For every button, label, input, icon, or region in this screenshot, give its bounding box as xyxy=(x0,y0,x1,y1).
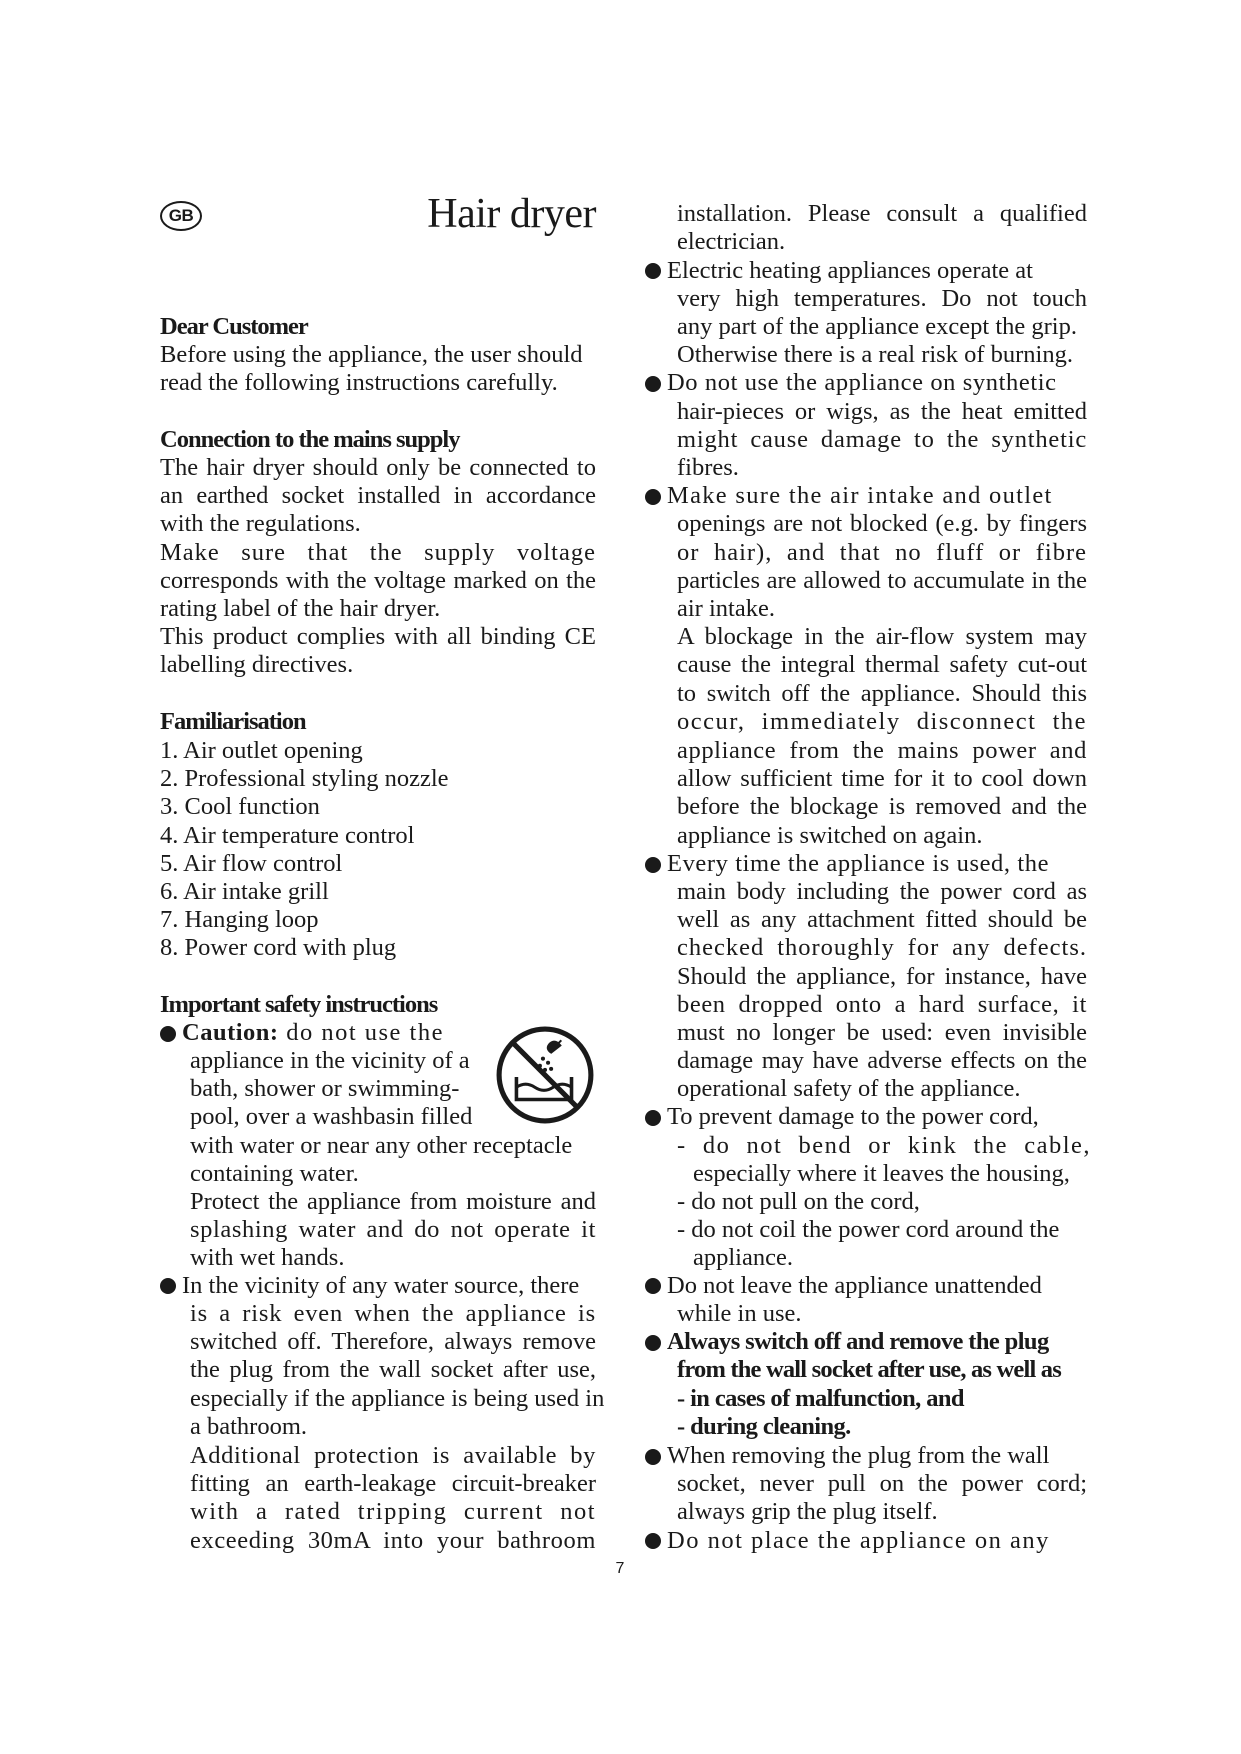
continued-line: installation. Please consult a qualified xyxy=(677,200,1087,227)
bullet-icon xyxy=(645,1533,661,1549)
safety-heading: Important safety instructions xyxy=(160,991,438,1018)
heating-line: very high temperatures. Do not touch xyxy=(677,285,1087,312)
caution-line: containing water. xyxy=(190,1160,359,1187)
heating-line: Otherwise there is a real risk of burning. xyxy=(677,341,1073,368)
airflow-line: appliance is switched on again. xyxy=(677,822,983,849)
caution-line: splashing water and do not operate it xyxy=(190,1216,596,1243)
caution-line: bath, shower or swimming- xyxy=(190,1075,460,1102)
unattended-line: while in use. xyxy=(677,1300,802,1327)
unplug-line: Always switch off and remove the plug xyxy=(667,1328,1049,1355)
connection-line: labelling directives. xyxy=(160,651,354,678)
inspection-line: well as any attachment fitted should be xyxy=(677,906,1087,933)
removing-line: When removing the plug from the wall xyxy=(667,1442,1050,1469)
bullet-icon xyxy=(160,1026,176,1042)
cord-line: - do not coil the power cord around the xyxy=(677,1216,1060,1243)
airflow-line: before the blockage is removed and the xyxy=(677,793,1087,820)
caution-line: with wet hands. xyxy=(190,1244,345,1271)
airflow-line: particles are allowed to accumulate in the xyxy=(677,567,1087,594)
caution-line: with water or near any other receptacle xyxy=(190,1132,573,1159)
airflow-line: air intake. xyxy=(677,595,775,622)
intro-line: read the following instructions carefully. xyxy=(160,369,558,396)
synthetic-line: fibres. xyxy=(677,454,739,481)
unplug-line: - in cases of malfunction, and xyxy=(677,1385,964,1412)
water-source-line: with a rated tripping current not xyxy=(190,1498,596,1525)
unplug-line: from the wall socket after use, as well as xyxy=(677,1356,1061,1383)
parts-list-item: 4. Air temperature control xyxy=(160,822,415,849)
bullet-icon xyxy=(645,263,661,279)
water-source-line: exceeding 30mA into your bathroom xyxy=(190,1527,596,1554)
unplug-line: - during cleaning. xyxy=(677,1413,851,1440)
connection-line: This product complies with all binding CE xyxy=(160,623,596,650)
water-source-line: fitting an earth-leakage circuit-breaker xyxy=(190,1470,596,1497)
cord-line: - do not bend or kink the cable, xyxy=(677,1132,1091,1159)
inspection-line: Every time the appliance is used, the xyxy=(667,850,1050,877)
bullet-icon xyxy=(645,376,661,392)
caution-label: Caution: xyxy=(182,1019,279,1046)
caution-first-line xyxy=(182,1019,444,1047)
continued-line: electrician. xyxy=(677,228,786,255)
parts-list-item: 7. Hanging loop xyxy=(160,906,319,933)
connection-line: with the regulations. xyxy=(160,510,361,537)
parts-list-item: 8. Power cord with plug xyxy=(160,934,397,961)
caution-line: appliance in the vicinity of a xyxy=(190,1047,470,1074)
inspection-line: must no longer be used: even invisible xyxy=(677,1019,1087,1046)
heating-line: any part of the appliance except the grip. xyxy=(677,313,1077,340)
water-source-line: especially if the appliance is being used in xyxy=(190,1385,605,1412)
airflow-line: openings are not blocked (e.g. by fingers xyxy=(677,510,1087,537)
inspection-line: damage may have adverse effects on the xyxy=(677,1047,1087,1074)
intro-line: Before using the appliance, the user should xyxy=(160,341,583,368)
airflow-line: to switch off the appliance. Should this xyxy=(677,680,1087,707)
synthetic-line: Do not use the appliance on synthetic xyxy=(667,369,1057,396)
inspection-line: checked thoroughly for any defects. xyxy=(677,934,1087,961)
bullet-icon xyxy=(645,1335,661,1351)
connection-line: an earthed socket installed in accordance xyxy=(160,482,596,509)
inspection-line: been dropped onto a hard surface, it xyxy=(677,991,1087,1018)
water-source-line: In the vicinity of any water source, there xyxy=(182,1272,580,1299)
water-source-line: the plug from the wall socket after use, xyxy=(190,1356,596,1383)
place-line: Do not place the appliance on any xyxy=(667,1527,1050,1554)
heating-line: Electric heating appliances operate at xyxy=(667,257,1033,284)
airflow-line: occur, immediately disconnect the xyxy=(677,708,1087,735)
bullet-icon xyxy=(645,1449,661,1465)
page-number: 7 xyxy=(615,1560,625,1577)
unattended-line: Do not leave the appliance unattended xyxy=(667,1272,1042,1299)
airflow-line: allow sufficient time for it to cool down xyxy=(677,765,1087,792)
inspection-line: Should the appliance, for instance, have xyxy=(677,963,1087,990)
familiarisation-heading: Familiarisation xyxy=(160,708,306,735)
airflow-line: Make sure the air intake and outlet xyxy=(667,482,1053,509)
parts-list-item: 5. Air flow control xyxy=(160,850,343,877)
airflow-line: or hair), and that no fluff or fibre xyxy=(677,539,1087,566)
synthetic-line: might cause damage to the synthetic xyxy=(677,426,1087,453)
water-source-line: Additional protection is available by xyxy=(190,1442,596,1469)
no-water-warning-icon xyxy=(494,1024,596,1126)
cord-line: especially where it leaves the housing, xyxy=(693,1160,1070,1187)
bullet-icon xyxy=(645,1110,661,1126)
parts-list-item: 6. Air intake grill xyxy=(160,878,329,905)
connection-line: rating label of the hair dryer. xyxy=(160,595,441,622)
cord-line: - do not pull on the cord, xyxy=(677,1188,920,1215)
airflow-line: appliance from the mains power and xyxy=(677,737,1087,764)
synthetic-line: hair-pieces or wigs, as the heat emitted xyxy=(677,398,1087,425)
bullet-icon xyxy=(160,1278,176,1294)
cord-line: To prevent damage to the power cord, xyxy=(667,1103,1039,1130)
bullet-icon xyxy=(645,1278,661,1294)
water-source-line: a bathroom. xyxy=(190,1413,308,1440)
inspection-line: main body including the power cord as xyxy=(677,878,1087,905)
connection-line: corresponds with the voltage marked on the xyxy=(160,567,596,594)
caution-line: pool, over a washbasin filled xyxy=(190,1103,473,1130)
airflow-line: A blockage in the air-flow system may xyxy=(677,623,1087,650)
airflow-line: cause the integral thermal safety cut-out xyxy=(677,651,1087,678)
caution-text: do not use the xyxy=(278,1019,444,1046)
cord-line: appliance. xyxy=(693,1244,793,1271)
intro-heading: Dear Customer xyxy=(160,313,308,340)
caution-line: Protect the appliance from moisture and xyxy=(190,1188,596,1215)
removing-line: socket, never pull on the power cord; xyxy=(677,1470,1087,1497)
connection-line: Make sure that the supply voltage xyxy=(160,539,596,566)
water-source-line: switched off. Therefore, always remove xyxy=(190,1328,596,1355)
bullet-icon xyxy=(645,857,661,873)
water-source-line: is a risk even when the appliance is xyxy=(190,1300,596,1327)
removing-line: always grip the plug itself. xyxy=(677,1498,938,1525)
connection-heading: Connection to the mains supply xyxy=(160,426,460,453)
connection-line: The hair dryer should only be connected to xyxy=(160,454,596,481)
language-badge: GB xyxy=(160,201,202,231)
parts-list-item: 1. Air outlet opening xyxy=(160,737,363,764)
parts-list-item: 2. Professional styling nozzle xyxy=(160,765,449,792)
parts-list-item: 3. Cool function xyxy=(160,793,320,820)
bullet-icon xyxy=(645,489,661,505)
page-title: Hair dryer xyxy=(427,191,596,237)
inspection-line: operational safety of the appliance. xyxy=(677,1075,1021,1102)
